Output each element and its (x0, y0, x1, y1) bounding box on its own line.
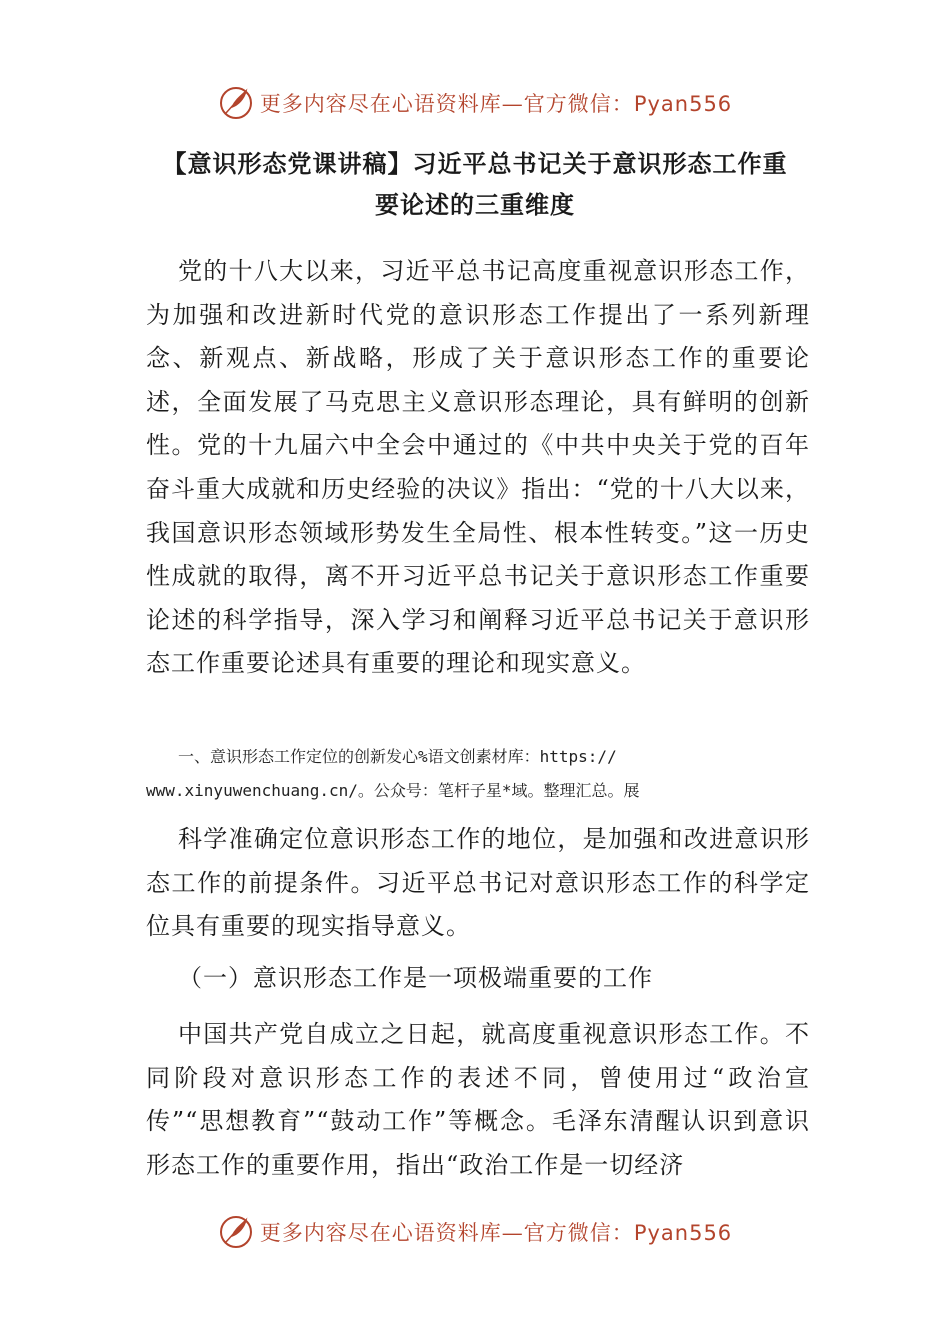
section-heading (146, 740, 810, 808)
paragraph-intro: 党的十八大以来，习近平总书记高度重视意识形态工作，为加强和改进新时代党的意识形态工作提出了一系列新理念、新观点、新战略，形成了关于意识形态工作的重要论述，全面发展了马克思主义意识形态理论，具有鲜明的创新性。党的十九届六中全会中通过的《中共中央关于党的百年奋斗重大成就和历史经验的决议》指出：“党的十八大以来，我国意识形态领域形势发生全局性、根本性转变。”这一历史性成就的取得，离不开习近平总书记关于意识形态工作重要论述的科学指导，深入学习和阐释习近平总书记关于意识形态工作重要论述具有重要的理论和现实意义。 (146, 257, 810, 678)
banner-text: 更多内容尽在心语资料库—官方微信：Pyan556 (259, 92, 733, 116)
quill-logo-icon (218, 1214, 254, 1250)
section-heading-line-2: www.xinyuwenchuang.cn/。公众号：笔杆子星*域。整理汇总。展 (146, 781, 640, 800)
banner-handle: Pyan556 (633, 92, 733, 116)
banner-handle: Pyan556 (633, 1221, 733, 1245)
document-title-line-2: 要论述的三重维度 (375, 190, 575, 219)
footer-banner (0, 1212, 950, 1252)
subheading: （一）意识形态工作是一项极端重要的工作 (178, 964, 653, 992)
quill-logo-icon (218, 85, 254, 121)
document-title-line-1: 【意识形态党课讲稿】习近平总书记关于意识形态工作重 (162, 149, 788, 178)
paragraph-history: 中国共产党自成立之日起，就高度重视意识形态工作。不同阶段对意识形态工作的表述不同，曾使用过“政治宣传”“思想教育”“鼓动工作”等概念。毛泽东清醒认识到意识形态工作的重要作用，指出“政治工作是一切经济 (146, 1020, 810, 1179)
banner-text: 更多内容尽在心语资料库—官方微信：Pyan556 (259, 1221, 733, 1245)
paragraph-positioning: 科学准确定位意识形态工作的地位，是加强和改进意识形态工作的前提条件。习近平总书记对意识形态工作的科学定位具有重要的现实指导意义。 (146, 825, 810, 941)
header-banner (0, 83, 950, 123)
section-heading-line-1: 一、意识形态工作定位的创新发心%语文创素材库：https:// (178, 747, 617, 766)
